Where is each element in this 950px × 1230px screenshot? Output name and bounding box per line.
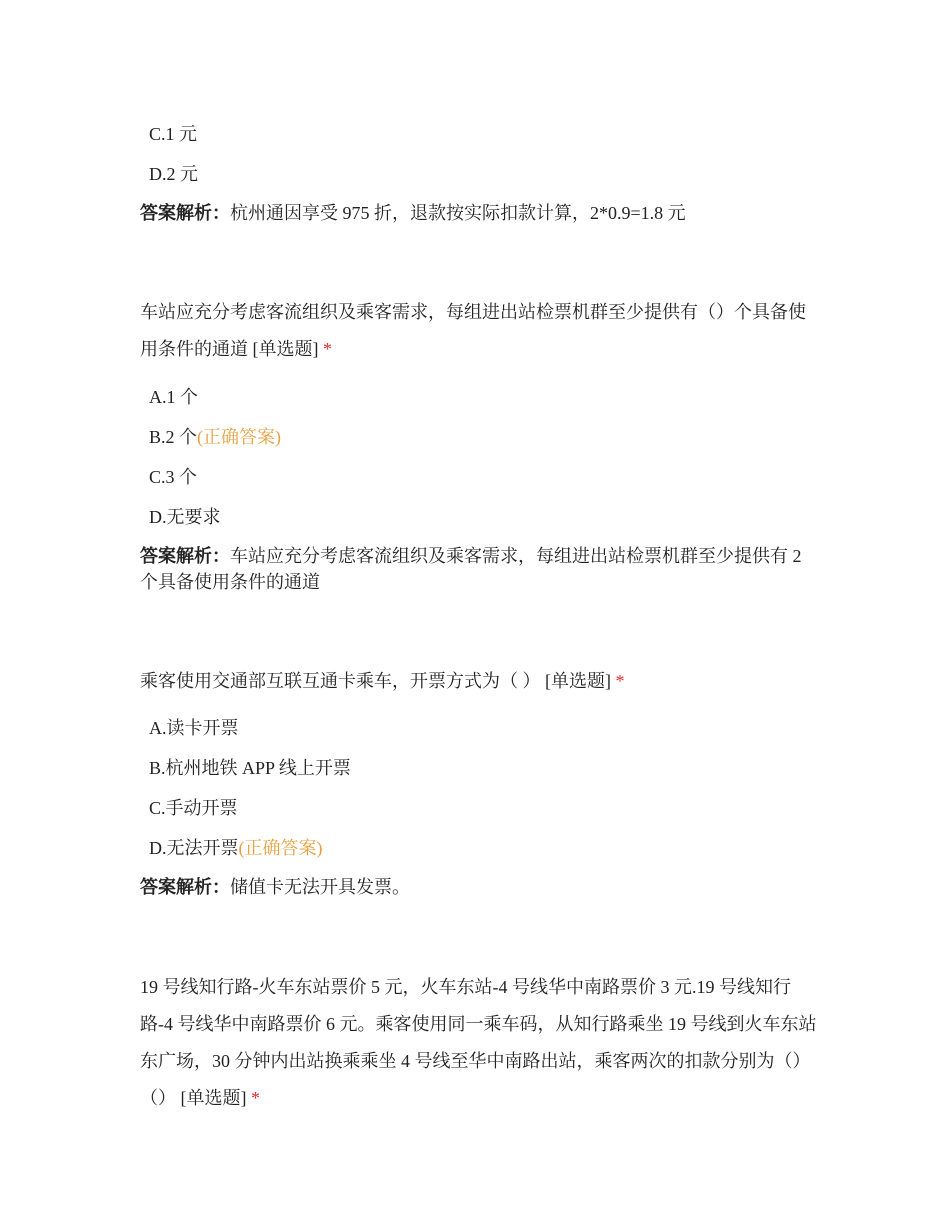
correct-answer-tag: (正确答案) bbox=[238, 838, 323, 858]
q1-analysis bbox=[140, 200, 820, 226]
option-text: D.2 元 bbox=[149, 164, 198, 184]
question-type: [单选题] bbox=[248, 339, 319, 359]
q3-option-b bbox=[149, 756, 351, 780]
option-text: C.1 元 bbox=[149, 124, 198, 144]
correct-answer-tag: (正确答案) bbox=[197, 427, 282, 447]
q1-option-c bbox=[149, 122, 197, 146]
q3-question bbox=[140, 663, 820, 700]
q4-question bbox=[140, 969, 820, 1117]
option-text: A.读卡开票 bbox=[149, 718, 239, 738]
analysis-label: 答案解析： bbox=[140, 877, 230, 897]
required-mark: * bbox=[246, 1088, 260, 1108]
q2-option-c bbox=[149, 465, 197, 489]
option-text: C.手动开票 bbox=[149, 798, 238, 818]
q3-option-c bbox=[149, 796, 238, 820]
question-type: [单选题] bbox=[176, 1088, 247, 1108]
option-text: A.1 个 bbox=[149, 387, 198, 407]
analysis-label: 答案解析： bbox=[140, 546, 230, 566]
q3-option-d bbox=[149, 836, 323, 860]
q2-question bbox=[140, 294, 820, 368]
analysis-text: 储值卡无法开具发票。 bbox=[230, 877, 410, 897]
option-text: D.无要求 bbox=[149, 507, 221, 527]
option-text: B.2 个 bbox=[149, 427, 198, 447]
required-mark: * bbox=[318, 339, 332, 359]
analysis-label: 答案解析： bbox=[140, 203, 230, 223]
q3-analysis bbox=[140, 874, 820, 900]
question-text: 19 号线知行路-火车东站票价 5 元，火车东站-4 号线华中南路票价 3 元.19 号线知行路-4 号线华中南路票价 6 元。乘客使用同一乘车码，从知行路乘坐 19 号线到火车东站东广场，30 分钟内出站换乘乘坐 4 号线至华中南路出站，乘客两次的扣款分别为（）（） bbox=[140, 977, 817, 1108]
option-text: C.3 个 bbox=[149, 467, 198, 487]
q2-option-b bbox=[149, 425, 281, 449]
required-mark: * bbox=[611, 671, 625, 691]
q2-option-a bbox=[149, 385, 198, 409]
question-text: 乘客使用交通部互联互通卡乘车，开票方式为（ ） bbox=[140, 671, 541, 691]
option-text: B.杭州地铁 APP 线上开票 bbox=[149, 758, 351, 778]
question-text: 车站应充分考虑客流组织及乘客需求，每组进出站检票机群至少提供有（）个具备使用条件的通道 bbox=[140, 302, 806, 359]
q2-analysis bbox=[140, 543, 820, 595]
question-type: [单选题] bbox=[540, 671, 611, 691]
q1-option-d bbox=[149, 162, 198, 186]
option-text: D.无法开票 bbox=[149, 838, 239, 858]
q2-option-d bbox=[149, 505, 221, 529]
analysis-text: 车站应充分考虑客流组织及乘客需求，每组进出站检票机群至少提供有 2 个具备使用条件的通道 bbox=[140, 546, 802, 592]
analysis-text: 杭州通因享受 975 折，退款按实际扣款计算，2*0.9=1.8 元 bbox=[230, 203, 686, 223]
q3-option-a bbox=[149, 716, 239, 740]
